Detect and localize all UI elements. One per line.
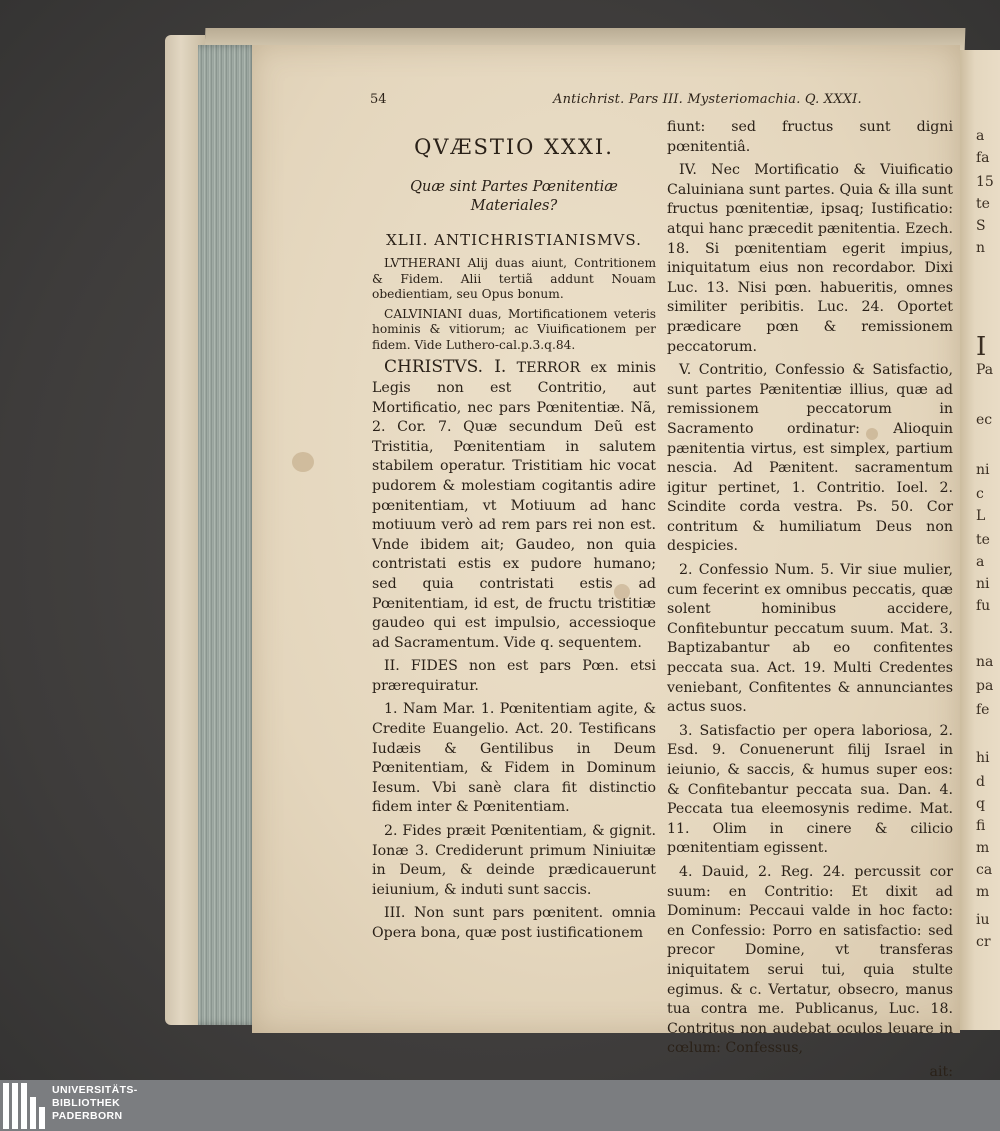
christus-text: TERROR ex minis Legis non est Contritio, aut Mortificatio, nec pars Pœnitentiæ. Nã, 2. Cor. 7. Quæ secundum Deũ est Tristitia, Pœnitentiam in salutem stabilem operatur. Tristitiam hic vocat pudorem & molestiam cogitantis adire pœnitentiam, vt Motiuum ad hanc motiuum verò ad rem pars rei non est. Vnde ibidem ait; Gaudeo, non quia contristati estis ex pudore humano; sed quia contristati estis ad Pœnitentiam, id est, de fructu tristitiæ gaudeo qui est impulsio, accessioque ad Sacramentum. Vide q. sequentem. [372,360,657,651]
library-footer [0,1080,1000,1131]
paragraph-confessio: 2. Confessio Num. 5. Vir siue mulier, cum fecerint ex omnibus peccatis, quæ solent hominibus accidere, Confitebuntur peccatum suum. Mat. 3. Baptizabantur ab eo confitentes peccata sua. Act. 19. Multi Credentes veniebant, Confitentes & annunciantes actus suos. [667,562,953,716]
facing-page-fragment: a fa 15 te S n I Pa ec ni c L te a ni fu na pa fe hi d q fi m ca m iu cr [958,50,1000,1030]
section-heading: XLII. ANTICHRISTIANISMVS. [386,230,642,249]
library-name-line2: BIBLIOTHEK [52,1097,121,1109]
foxing-stain [292,452,314,472]
library-logo-icon [3,1083,47,1129]
question-subtitle: Quæ sint Partes Pœnitentiæ Materiales? [410,178,618,215]
library-name-line1: UNIVERSITÄTS- [52,1084,138,1096]
running-title: Antichrist. Pars III. Mysteriomachia. Q. XXXI. [553,92,862,107]
library-name [52,1084,138,1123]
question-title: QVÆSTIO XXXI. [414,135,614,159]
paragraph-lutherani: LVTHERANI Alij duas aiunt, Contritionem & Fidem. Alii tertiã addunt Nouam obedientiam, seu Opus bonum. [372,256,656,302]
paragraph-fiunt: fiunt: sed fructus sunt digni pœnitentiâ. [667,119,953,155]
christus-lead: CHRISTVS. I. [384,357,507,378]
paragraph-david: 4. Dauid, 2. Reg. 24. percussit cor suum: en Contritio: Et dixit ad Dominum: Peccaui valde in hoc facto: en Confessio: Porro en satisfactio: sed precor Domine, vt transferas iniquitatem serui tui, quia stulte egimus. & c. Vertatur, obsecro, manus tua contra me. Publicanus, Luc. 18. Contritus non audebat oculos leuare in cœlum: Confessus, [667,863,953,1057]
catchword: ait: [929,1063,953,1080]
page-number: 54 [370,92,387,107]
paragraph-contritio: V. Contritio, Confessio & Satisfactio, sunt partes Pænitentiæ illius, quæ ad remissionem peccatorum in Sacramento ordinatur: Alioquin pænitentia virtus, est simplex, partium nescia. Ad Pænitent. sacramentum igitur pertinet, 1. Contritio. Ioel. 2. Scindite corda vestra. Ps. 50. Cor contritum & humiliatum Deus non despicies. [667,362,953,555]
right-column [667,118,953,1080]
left-column [372,118,656,948]
paragraph-satisfactio: 3. Satisfactio per opera laboriosa, 2. Esd. 9. Conuenerunt filij Israel in ieiunio, & saccis, & humus super eos: & Confitebantur peccata sua. Dan. 4. Peccata tua eleemosynis redime. Mat. 11. Olim in cinere & cilicio pœnitentiam egissent. [667,722,953,857]
paragraph-calviniani: CALVINIANI duas, Mortificationem veteris hominis & vitiorum; ac Viuificationem per fidem. Vide Luthero-cal.p.3.q.84. [372,306,656,352]
paragraph-opera-bona: III. Non sunt pars pœnitent. omnia Opera bona, quæ post iustificationem [372,905,656,941]
paragraph-mortificatio: IV. Nec Mortificatio & Viuificatio Caluiniana sunt partes. Quia & illa sunt fructus pœnitentiæ, ipsaq; Iustificatio: atqui hanc præcedit pænitentia. Ezech. 18. Si pœnitentiam egerit impius, iniquitatum eius non recordabor. Dixi Luc. 13. Nisi pœn. habueritis, omnes similiter peribitis. Luc. 24. Oportet prædicare pœn & remissionem peccatorum. [667,162,953,355]
library-name-line3: PADERBORN [52,1110,123,1122]
page-block-edges [198,45,260,1025]
paragraph-fides: II. FIDES non est pars Pœn. etsi prærequiratur. [372,658,656,694]
paragraph-christus [372,357,656,653]
paragraph-point-1: 1. Nam Mar. 1. Pœnitentiam agite, & Credite Euangelio. Act. 20. Testificans Iudæis & Gentilibus in Deum Pœnitentiam, & Fidem in Dominum Iesum. Vbi sanè clara fit distinctio fidem inter & Pœnitentiam. [372,701,656,816]
paragraph-point-2: 2. Fides præit Pœnitentiam, & gignit. Ionæ 3. Crediderunt primum Niniuitæ in Deum, & deinde prædicauerunt ieiunium, & induti sunt saccis. [372,823,656,898]
